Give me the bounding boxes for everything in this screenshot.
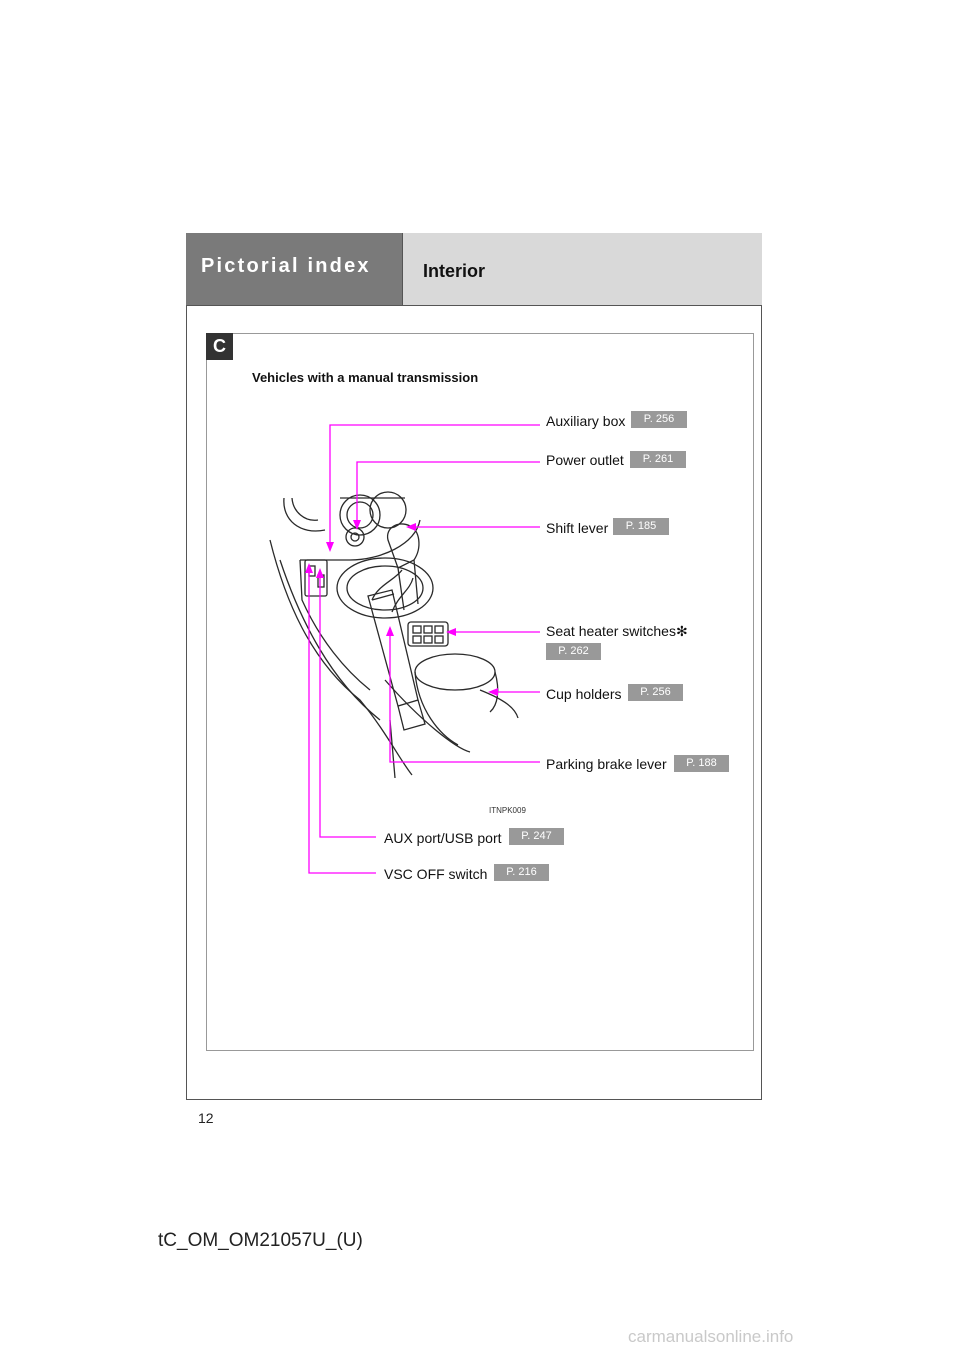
callout-label: Cup holders: [546, 686, 622, 702]
page-ref-shift-lever[interactable]: P. 185: [613, 518, 669, 535]
callout-power-outlet: [546, 452, 624, 468]
page-ref-aux-usb-port[interactable]: P. 247: [509, 828, 564, 845]
callout-label: VSC OFF switch: [384, 866, 488, 882]
document-code: tC_OM_OM21057U_(U): [158, 1230, 363, 1251]
section-title: Pictorial index: [201, 255, 371, 277]
page-ref-parking-brake-lever[interactable]: P. 188: [674, 755, 729, 772]
callout-label: Auxiliary box: [546, 413, 626, 429]
callout-auxiliary-box: [546, 413, 625, 429]
callout-label: Shift lever: [546, 520, 609, 536]
watermark: carmanualsonline.info: [628, 1327, 794, 1346]
panel-subtitle: Vehicles with a manual transmission: [252, 370, 479, 385]
leader-aux-port: [320, 570, 376, 837]
callout-seat-heater-switches: [546, 623, 688, 640]
page-ref-seat-heater-switches[interactable]: P. 262: [546, 643, 601, 660]
page-ref-power-outlet[interactable]: P. 261: [630, 451, 686, 468]
panel-badge: C: [206, 333, 233, 360]
leader-vsc-off: [309, 565, 376, 873]
callout-aux-usb-port: [384, 830, 502, 846]
callout-label: Power outlet: [546, 452, 624, 468]
image-code: ITNPK009: [489, 806, 526, 815]
console-drawing: [270, 492, 518, 778]
page-ref-auxiliary-box[interactable]: P. 256: [631, 411, 687, 428]
callout-vsc-off-switch: [384, 866, 487, 882]
callout-label: Seat heater switches: [546, 623, 676, 639]
callout-label: Parking brake lever: [546, 756, 667, 772]
leader-power-outlet: [357, 462, 540, 528]
page-number: 12: [198, 1110, 214, 1126]
callout-parking-brake-lever: [546, 756, 667, 772]
callout-cup-holders: [546, 686, 622, 702]
leader-parking-brake: [390, 628, 540, 762]
page-ref-vsc-off-switch[interactable]: P. 216: [494, 864, 549, 881]
callout-shift-lever: [546, 520, 608, 536]
page-ref-cup-holders[interactable]: P. 256: [628, 684, 683, 701]
callout-label: AUX port/USB port: [384, 830, 502, 846]
note-mark: ✻: [675, 623, 688, 639]
topic-title: Interior: [423, 261, 486, 281]
